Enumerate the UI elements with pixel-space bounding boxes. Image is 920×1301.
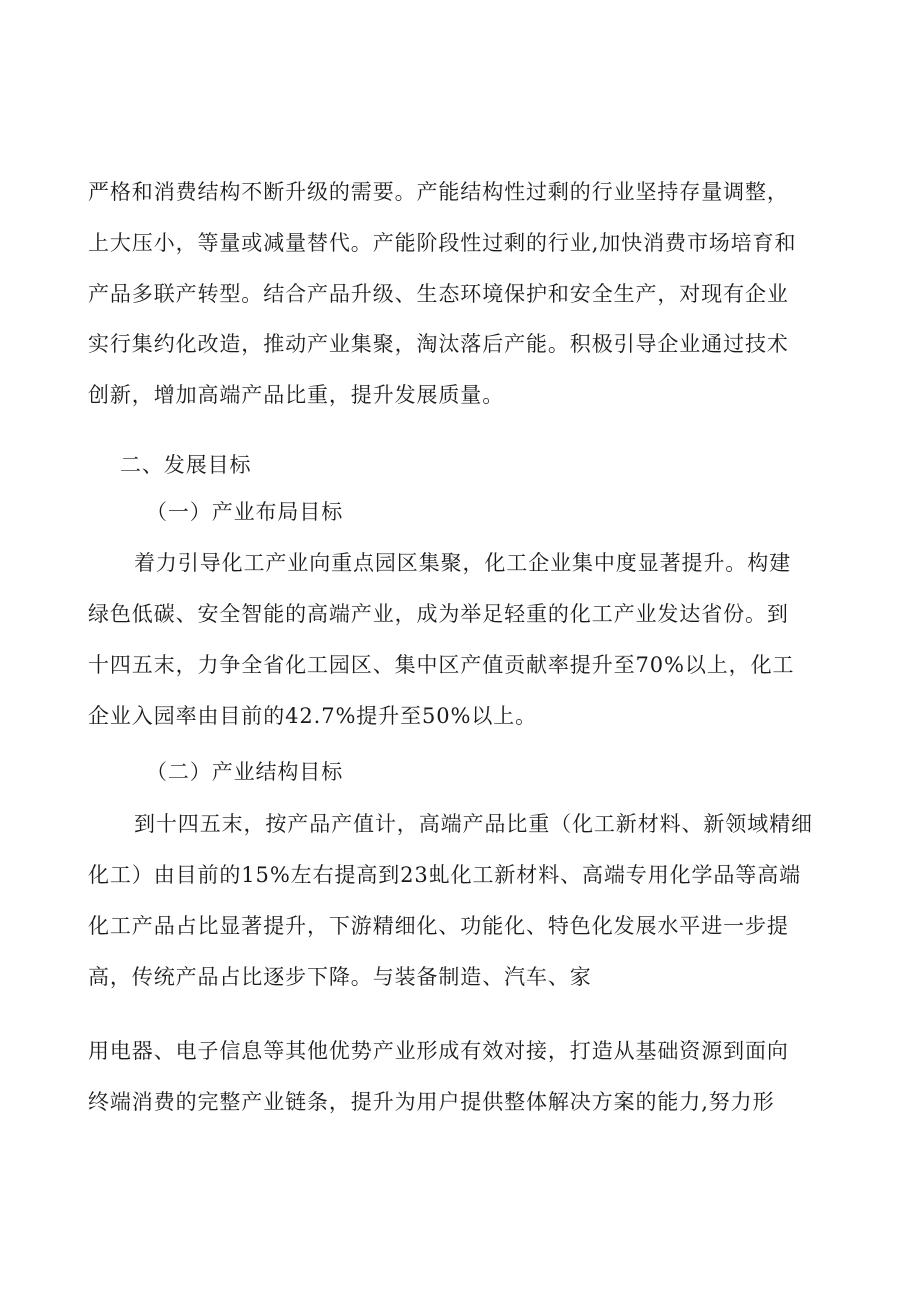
paragraph-line: 企业入园率由目前的42.7%提升至50%以上。 bbox=[88, 704, 538, 728]
paragraph-line: 高，传统产品占比逐步下降。与装备制造、汽车、家 bbox=[88, 965, 592, 989]
paragraph-line: 化工）由目前的15%左右提高到23虬化工新材料、高端专用化学品等高端 bbox=[88, 863, 801, 887]
paragraph-line: 绿色低碳、安全智能的高端产业，成为举足轻重的化工产业发达省份。到 bbox=[88, 602, 789, 626]
paragraph-line: 化工产品占比显著提升，下游精细化、功能化、特色化发展水平进一步提 bbox=[88, 914, 789, 938]
paragraph-line: 产品多联产转型。结合产品升级、生态环境保护和安全生产，对现有企业 bbox=[88, 282, 789, 306]
subsection-heading: （一）产业布局目标 bbox=[146, 500, 344, 524]
paragraph-line: 着力引导化工产业向重点园区集聚，化工企业集中度显著提升。构建 bbox=[134, 551, 791, 575]
paragraph-line: 实行集约化改造，推动产业集聚，淘汰落后产能。积极引导企业通过技术 bbox=[88, 332, 789, 356]
paragraph-line: 严格和消费结构不断升级的需要。产能结构性过剩的行业坚持存量调整， bbox=[88, 180, 789, 204]
paragraph-line: 创新，增加高端产品比重，提升发展质量。 bbox=[88, 383, 505, 407]
subsection-heading: （二）产业结构目标 bbox=[146, 760, 344, 784]
paragraph-line: 用电器、电子信息等其他优势产业形成有效对接，打造从基础资源到面向 bbox=[88, 1039, 789, 1063]
paragraph-line: 到十四五末，按产品产值计，高端产品比重（化工新材料、新领域精细 bbox=[134, 812, 813, 836]
section-heading: 二、发展目标 bbox=[120, 453, 252, 477]
paragraph-line: 终端消费的完整产业链条，提升为用户提供整体解决方案的能力,努力形 bbox=[88, 1090, 775, 1114]
paragraph-line: 十四五末，力争全省化工园区、集中区产值贡献率提升至70%以上，化工 bbox=[88, 653, 795, 677]
paragraph-line: 上大压小，等量或减量替代。产能阶段性过剩的行业,加快消费市场培育和 bbox=[88, 231, 797, 255]
